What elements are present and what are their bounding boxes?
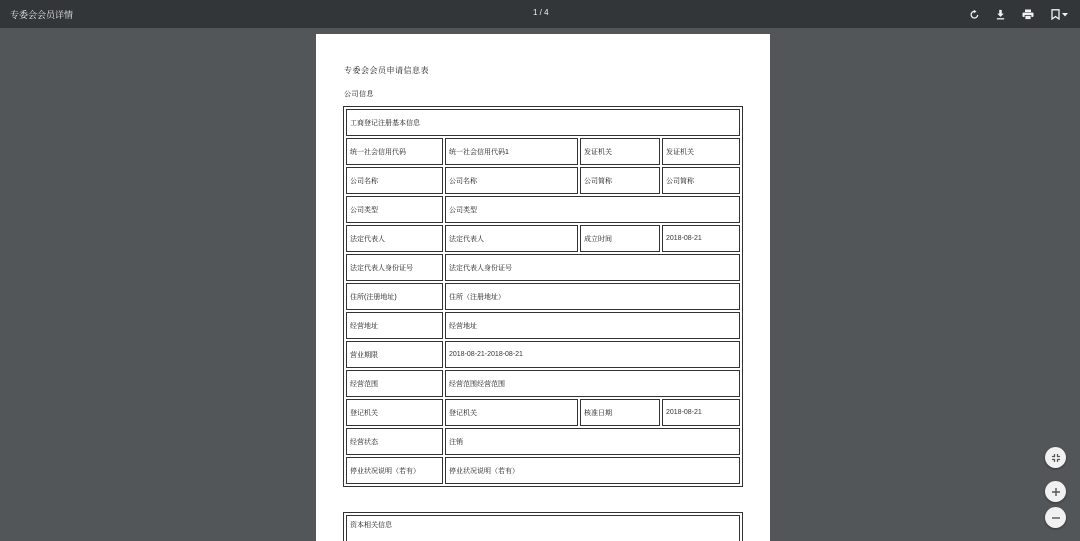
rotate-icon (969, 9, 980, 20)
bookmark-icon (1051, 9, 1060, 20)
print-icon (1022, 9, 1034, 20)
zoom-out-icon (1051, 513, 1061, 523)
table-row (346, 428, 740, 455)
table-row (346, 109, 740, 136)
table-row (346, 196, 740, 223)
zoom-out-button[interactable] (1045, 507, 1066, 528)
table-cell-label: 营业期限 (346, 341, 443, 368)
table-row (346, 167, 740, 194)
table-cell-label: 成立时间 (580, 225, 660, 252)
form-title: 专委会会员申请信息表 (344, 66, 429, 75)
table-row (346, 254, 740, 281)
table-header-cell: 工商登记注册基本信息 (346, 109, 740, 136)
pdf-page (316, 34, 770, 541)
table-cell-label: 公司类型 (346, 196, 443, 223)
table-row (346, 370, 740, 397)
table-row (346, 312, 740, 339)
table-cell-label: 经营地址 (346, 312, 443, 339)
table-cell-value: 登记机关 (445, 399, 578, 426)
table-cell-value: 经营范围经营范围 (445, 370, 740, 397)
table-cell-label: 登记机关 (346, 399, 443, 426)
download-icon (995, 9, 1006, 20)
company-info-table (343, 106, 743, 487)
section-title-company: 公司信息 (344, 91, 374, 98)
table-cell-value: 经营地址 (445, 312, 740, 339)
table-cell-value: 2018-08-21 (662, 399, 740, 426)
table-cell-label: 公司简称 (580, 167, 660, 194)
table-cell-value: 2018-08-21 (662, 225, 740, 252)
zoom-in-icon (1051, 487, 1061, 497)
table-cell-value: 住所（注册地址） (445, 283, 740, 310)
fit-page-icon (1051, 453, 1061, 463)
bookmark-button[interactable] (1047, 5, 1071, 23)
table-cell-value: 停业状况说明（若有） (445, 457, 740, 484)
table-cell-value: 公司简称 (662, 167, 740, 194)
table-cell-label: 停业状况说明（若有） (346, 457, 443, 484)
table-row (346, 457, 740, 484)
table-cell-label: 发证机关 (580, 138, 660, 165)
table-cell-value: 公司类型 (445, 196, 740, 223)
pdf-toolbar (0, 0, 1080, 28)
zoom-in-button[interactable] (1045, 481, 1066, 502)
print-button[interactable] (1019, 5, 1037, 23)
page-indicator[interactable]: 1 / 4 (533, 8, 549, 17)
download-button[interactable] (991, 5, 1009, 23)
table-cell-label: 法定代表人 (346, 225, 443, 252)
document-title: 专委会会员详情 (10, 10, 74, 20)
table-cell-value: 法定代表人 (445, 225, 578, 252)
table-row (346, 399, 740, 426)
table-row (346, 341, 740, 368)
table-cell-label: 经营状态 (346, 428, 443, 455)
table-cell-label: 经营范围 (346, 370, 443, 397)
capital-info-table (343, 512, 743, 541)
table-cell-value: 法定代表人身份证号 (445, 254, 740, 281)
table-row (346, 225, 740, 252)
table-cell-label: 公司名称 (346, 167, 443, 194)
table-cell-label: 法定代表人身份证号 (346, 254, 443, 281)
table-row (346, 138, 740, 165)
table-cell-value: 统一社会信用代码1 (445, 138, 578, 165)
table-cell-value: 发证机关 (662, 138, 740, 165)
table-cell-value: 公司名称 (445, 167, 578, 194)
table-cell-label: 核准日期 (580, 399, 660, 426)
table-header-cell: 资本相关信息 (346, 515, 740, 541)
table-cell-label: 住所(注册地址) (346, 283, 443, 310)
chevron-down-icon (1062, 12, 1068, 17)
table-cell-value: 注销 (445, 428, 740, 455)
rotate-button[interactable] (965, 5, 983, 23)
table-row (346, 283, 740, 310)
table-cell-label: 统一社会信用代码 (346, 138, 443, 165)
table-cell-value: 2018-08-21-2018-08-21 (445, 341, 740, 368)
fit-page-button[interactable] (1045, 447, 1066, 468)
